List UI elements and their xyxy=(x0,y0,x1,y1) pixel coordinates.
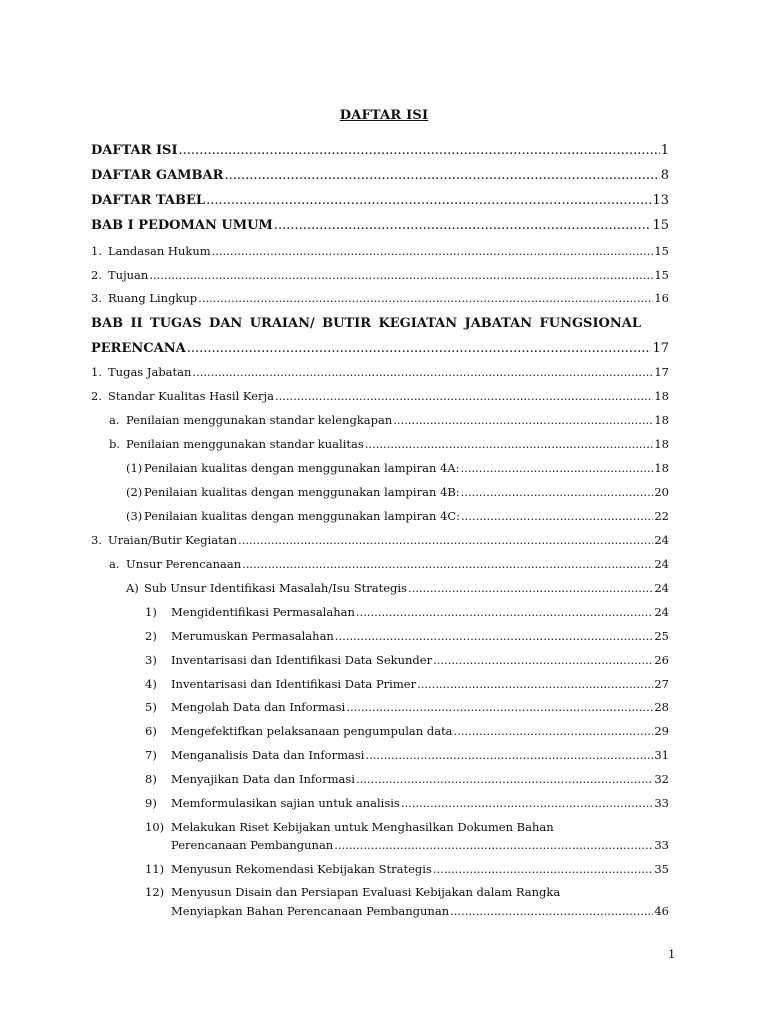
toc-entry-number: a. xyxy=(109,557,120,571)
toc-page-number: 24 xyxy=(654,581,669,595)
toc-entry[interactable] xyxy=(109,413,669,427)
toc-entry-number: 7) xyxy=(145,748,157,762)
dot-leader xyxy=(187,341,652,356)
toc-entry[interactable] xyxy=(91,244,669,258)
dot-leader xyxy=(335,629,654,643)
toc-entry-bab-2[interactable] xyxy=(91,341,669,356)
dot-leader xyxy=(365,748,653,762)
dot-leader xyxy=(179,143,660,158)
heading-word: II xyxy=(130,316,143,331)
toc-entry-text: Tujuan xyxy=(108,268,149,282)
dot-leader xyxy=(433,862,654,876)
dot-leader xyxy=(454,724,654,738)
heading-word: DAN xyxy=(209,316,243,331)
toc-entry[interactable] xyxy=(126,509,669,523)
toc-entry-number: 9) xyxy=(145,796,157,810)
toc-entry-text: Menyiapkan Bahan Perencanaan Pembangunan xyxy=(171,904,450,918)
toc-entry[interactable] xyxy=(145,700,669,714)
toc-page-number: 25 xyxy=(654,629,669,643)
toc-page-number: 17 xyxy=(654,365,669,379)
toc-entry[interactable] xyxy=(145,629,669,643)
page-title: DAFTAR ISI xyxy=(339,108,429,123)
toc-page-number: 18 xyxy=(654,413,669,427)
toc-entry[interactable] xyxy=(145,862,669,876)
toc-page-number: 26 xyxy=(654,653,669,667)
toc-entry-number: (1) xyxy=(126,461,143,475)
toc-page-number: 29 xyxy=(654,724,669,738)
dot-leader xyxy=(461,485,654,499)
toc-page-number: 15 xyxy=(652,218,669,233)
toc-entry-number: 3. xyxy=(91,291,102,305)
toc-page-number: 31 xyxy=(654,748,669,762)
heading-word: BUTIR xyxy=(322,316,372,331)
heading-word: BAB xyxy=(91,316,124,331)
toc-entry-text: Standar Kualitas Hasil Kerja xyxy=(108,389,274,403)
toc-page-number: 18 xyxy=(654,437,669,451)
dot-leader xyxy=(401,796,654,810)
toc-entry-number: 5) xyxy=(145,700,157,714)
toc-entry-text: Penilaian kualitas dengan menggunakan lampiran 4A: xyxy=(144,461,460,475)
toc-entry-text: Uraian/Butir Kegiatan xyxy=(108,533,238,547)
dot-leader xyxy=(274,218,652,233)
toc-page-number: 33 xyxy=(654,838,669,852)
dot-leader xyxy=(433,653,653,667)
toc-entry-bab-1[interactable] xyxy=(91,218,669,233)
dot-leader xyxy=(356,772,653,786)
toc-page-number: 1 xyxy=(660,143,669,158)
toc-page-number: 33 xyxy=(654,796,669,810)
toc-entry-text: Melakukan Riset Kebijakan untuk Menghasilkan Dokumen Bahan xyxy=(171,820,554,834)
toc-entry[interactable] xyxy=(145,796,669,810)
toc-entry-text: PERENCANA xyxy=(91,341,186,356)
toc-entry-text: Menyusun Rekomendasi Kebijakan Strategis xyxy=(171,862,432,876)
toc-entry-text: Perencanaan Pembangunan xyxy=(171,838,334,852)
toc-entry-number: (3) xyxy=(126,509,143,523)
toc-page-number: 17 xyxy=(652,341,669,356)
dot-leader xyxy=(461,509,653,523)
toc-entry[interactable] xyxy=(126,581,669,595)
dot-leader xyxy=(275,389,653,403)
toc-entry-number: 1. xyxy=(91,244,102,258)
toc-entry[interactable] xyxy=(145,677,669,691)
toc-entry-text: Penilaian kualitas dengan menggunakan lampiran 4C: xyxy=(144,509,460,523)
dot-leader xyxy=(461,461,654,475)
dot-leader xyxy=(238,533,653,547)
dot-leader xyxy=(417,677,653,691)
toc-entry[interactable] xyxy=(126,485,669,499)
dot-leader xyxy=(334,838,653,852)
dot-leader xyxy=(212,244,654,258)
dot-leader xyxy=(365,437,654,451)
toc-entry-number: 6) xyxy=(145,724,157,738)
toc-entry-text: Inventarisasi dan Identifikasi Data Primer xyxy=(171,677,417,691)
toc-page-number: 24 xyxy=(654,557,669,571)
toc-entry-daftar-isi[interactable] xyxy=(91,143,669,158)
toc-entry[interactable] xyxy=(91,365,669,379)
toc-entry-text: Tugas Jabatan xyxy=(108,365,192,379)
toc-page-number: 22 xyxy=(654,509,669,523)
toc-page-number: 16 xyxy=(654,291,669,305)
toc-entry-number: (2) xyxy=(126,485,143,499)
toc-entry-daftar-tabel[interactable] xyxy=(91,193,669,208)
toc-page-number: 46 xyxy=(654,904,669,918)
toc-entry-item-10-line2[interactable] xyxy=(171,838,669,852)
heading-word: URAIAN/ xyxy=(249,316,315,331)
toc-entry-text: Inventarisasi dan Identifikasi Data Sekunder xyxy=(171,653,433,667)
toc-page-number: 24 xyxy=(654,605,669,619)
toc-entry-text: Ruang Lingkup xyxy=(108,291,198,305)
toc-page-number: 24 xyxy=(654,533,669,547)
toc-entry-item-12-line2[interactable] xyxy=(171,904,669,918)
toc-page-number: 13 xyxy=(652,193,669,208)
toc-page-number: 15 xyxy=(654,244,669,258)
toc-entry-text: Menganalisis Data dan Informasi xyxy=(171,748,365,762)
toc-entry[interactable] xyxy=(91,291,669,305)
toc-entry-number: 11) xyxy=(145,862,165,876)
toc-page-number: 18 xyxy=(654,389,669,403)
toc-entry-text: Mengidentifikasi Permasalahan xyxy=(171,605,355,619)
toc-entry-text: DAFTAR ISI xyxy=(91,143,178,158)
heading-word: KEGIATAN xyxy=(378,316,458,331)
toc-entry-text: Unsur Perencanaan xyxy=(126,557,242,571)
toc-page-number: 20 xyxy=(654,485,669,499)
dot-leader xyxy=(192,365,653,379)
toc-entry-number: A) xyxy=(126,581,139,595)
toc-entry-item-10-line1[interactable] xyxy=(145,820,554,834)
toc-entry[interactable] xyxy=(145,748,669,762)
toc-entry-number: 10) xyxy=(145,820,165,834)
heading-word: JABATAN xyxy=(464,316,533,331)
dot-leader xyxy=(242,557,653,571)
dot-leader xyxy=(450,904,653,918)
toc-entry-number: 12) xyxy=(145,885,165,899)
toc-entry-text: Penilaian kualitas dengan menggunakan lampiran 4B: xyxy=(144,485,460,499)
toc-entry-text: Mengefektifkan pelaksanaan pengumpulan data xyxy=(171,724,453,738)
toc-entry-number: 4) xyxy=(145,677,157,691)
heading-word: TUGAS xyxy=(150,316,202,331)
toc-page-number: 27 xyxy=(654,677,669,691)
toc-entry-number: 1) xyxy=(145,605,157,619)
toc-entry-bab-2-heading[interactable] xyxy=(91,316,641,331)
toc-page-number: 28 xyxy=(654,700,669,714)
toc-entry-text: Penilaian menggunakan standar kualitas xyxy=(126,437,364,451)
dot-leader xyxy=(224,168,659,183)
toc-entry[interactable] xyxy=(145,605,669,619)
toc-page-number: 32 xyxy=(654,772,669,786)
toc-entry[interactable] xyxy=(91,268,669,282)
toc-entry[interactable] xyxy=(91,533,669,547)
toc-entry-text: Menyajikan Data dan Informasi xyxy=(171,772,355,786)
toc-page-number: 35 xyxy=(654,862,669,876)
toc-entry-number: 2. xyxy=(91,268,102,282)
toc-entry-text: Mengolah Data dan Informasi xyxy=(171,700,346,714)
toc-entry-text: DAFTAR TABEL xyxy=(91,193,206,208)
toc-page-number: 15 xyxy=(654,268,669,282)
toc-entry-text: Memformulasikan sajian untuk analisis xyxy=(171,796,400,810)
toc-entry-number: 3. xyxy=(91,533,102,547)
toc-entry-text: Menyusun Disain dan Persiapan Evaluasi Kebijakan dalam Rangka xyxy=(171,885,561,899)
toc-entry-text: Landasan Hukum xyxy=(108,244,211,258)
toc-entry-number: 2. xyxy=(91,389,102,403)
toc-entry[interactable] xyxy=(145,653,669,667)
dot-leader xyxy=(206,193,651,208)
toc-entry[interactable] xyxy=(126,461,669,475)
toc-entry-number: a. xyxy=(109,413,120,427)
toc-entry[interactable] xyxy=(109,437,669,451)
dot-leader xyxy=(149,268,653,282)
toc-page-number: 18 xyxy=(654,461,669,475)
toc-entry-text: Sub Unsur Identifikasi Masalah/Isu Strategis xyxy=(144,581,407,595)
toc-entry-number: 3) xyxy=(145,653,157,667)
toc-entry-item-12-line1[interactable] xyxy=(145,885,560,899)
toc-page-number: 8 xyxy=(660,168,669,183)
toc-entry-number: 1. xyxy=(91,365,102,379)
toc-entry-number: b. xyxy=(109,437,121,451)
dot-leader xyxy=(346,700,653,714)
toc-entry[interactable] xyxy=(145,772,669,786)
dot-leader xyxy=(408,581,653,595)
toc-entry[interactable] xyxy=(109,557,669,571)
dot-leader xyxy=(393,413,653,427)
dot-leader xyxy=(198,291,653,305)
toc-entry-text: Penilaian menggunakan standar kelengkapan xyxy=(126,413,393,427)
toc-entry-number: 2) xyxy=(145,629,157,643)
heading-word: FUNGSIONAL xyxy=(539,316,641,331)
dot-leader xyxy=(356,605,653,619)
toc-entry[interactable] xyxy=(91,389,669,403)
toc-entry-text: DAFTAR GAMBAR xyxy=(91,168,224,183)
page-number: 1 xyxy=(668,947,676,961)
toc-entry-text: BAB I PEDOMAN UMUM xyxy=(91,218,273,233)
toc-entry-daftar-gambar[interactable] xyxy=(91,168,669,183)
toc-entry[interactable] xyxy=(145,724,669,738)
toc-entry-text: Merumuskan Permasalahan xyxy=(171,629,334,643)
toc-entry-number: 8) xyxy=(145,772,157,786)
